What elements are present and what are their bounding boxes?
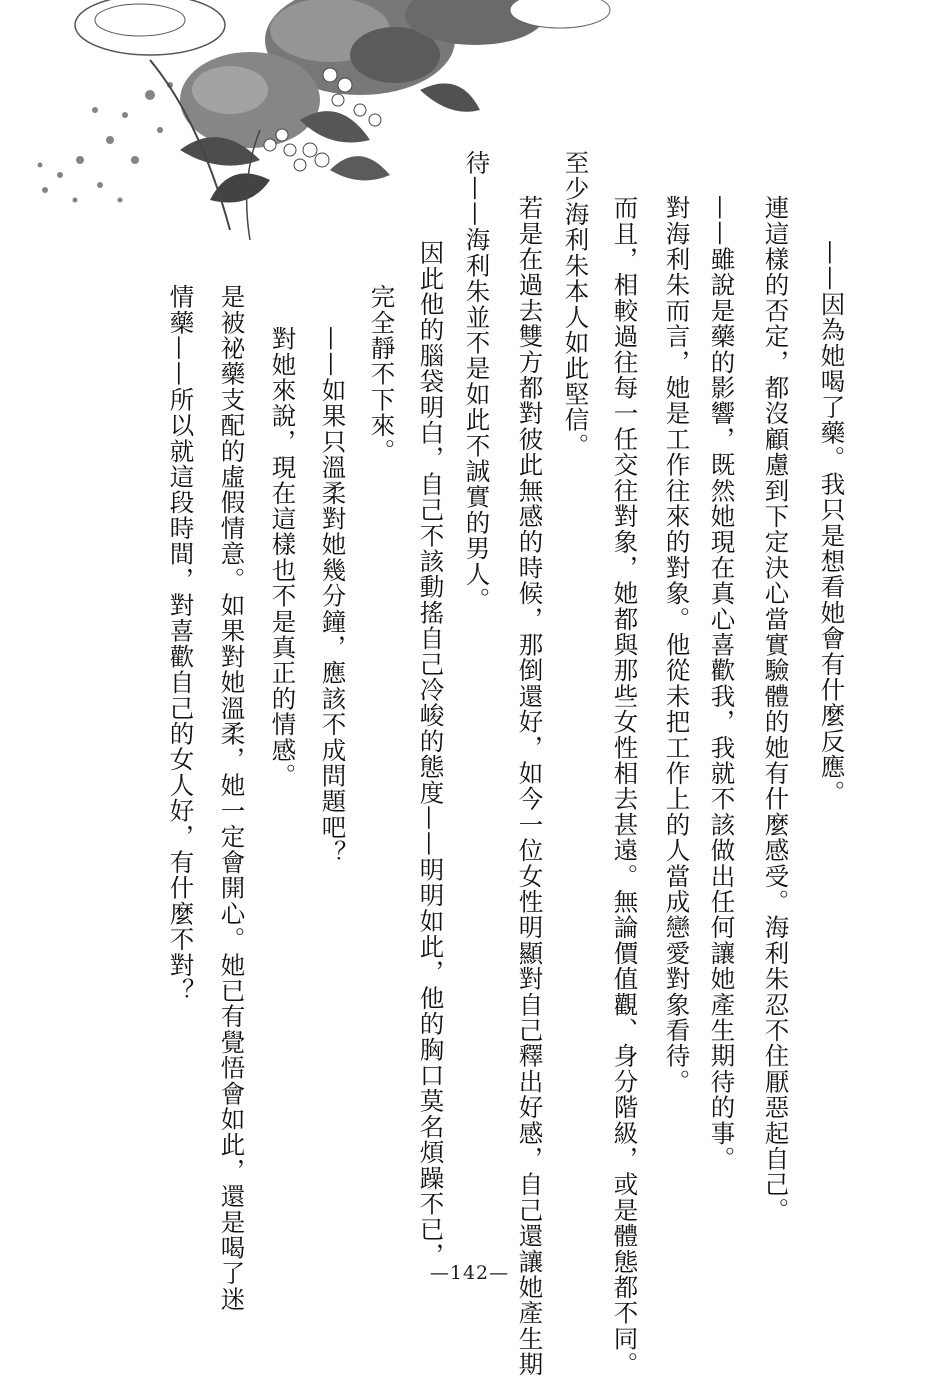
text-column-2: 連這樣的否定，都沒顧慮到下定決心當實驗體的她有什麼感受。海利朱忍不住厭惡起自己。 (761, 195, 791, 1223)
text-column-6: 至少海利朱本人如此堅信。 (561, 150, 591, 459)
text-column-3: ——雖說是藥的影響，既然她現在真心喜歡我，我就不該做出任何讓她產生期待的事。 (707, 195, 737, 1172)
text-column-14: 情藥——所以就這段時間，對喜歡自己的女人好，有什麼不對？ (166, 284, 196, 1004)
page-number: —142— (429, 1262, 510, 1284)
text-column-1: ——因為她喝了藥。我只是想看她會有什麼反應。 (817, 240, 847, 806)
text-column-12: 對她來說，現在這樣也不是真正的情感。 (268, 326, 298, 789)
text-column-9: 因此他的腦袋明白，自己不該動搖自己冷峻的態度——明明如此，他的胸口莫名煩躁不已， (416, 240, 446, 1268)
text-column-13: 是被祕藥支配的虛假情意。如果對她溫柔，她一定會開心。她已有覺悟會如此，還是喝了迷 (217, 284, 247, 1312)
text-column-4: 對海利朱而言，她是工作往來的對象。他從未把工作上的人當成戀愛對象看待。 (662, 195, 692, 1095)
text-column-11: ——如果只溫柔對她幾分鐘，應該不成問題吧？ (318, 326, 348, 866)
text-column-7: 若是在過去雙方都對彼此無感的時候，那倒還好，如今一位女性明顯對自己釋出好感，自己還讓她產生期 (515, 195, 545, 1377)
text-column-10: 完全靜不下來。 (367, 284, 397, 464)
text-column-5: 而且，相較過往每一任交往對象，她都與那些女性相去甚遠。無論價值觀、身分階級，或是體態都不同。 (610, 195, 640, 1377)
text-column-8: 待——海利朱並不是如此不誠實的男人。 (462, 150, 492, 613)
